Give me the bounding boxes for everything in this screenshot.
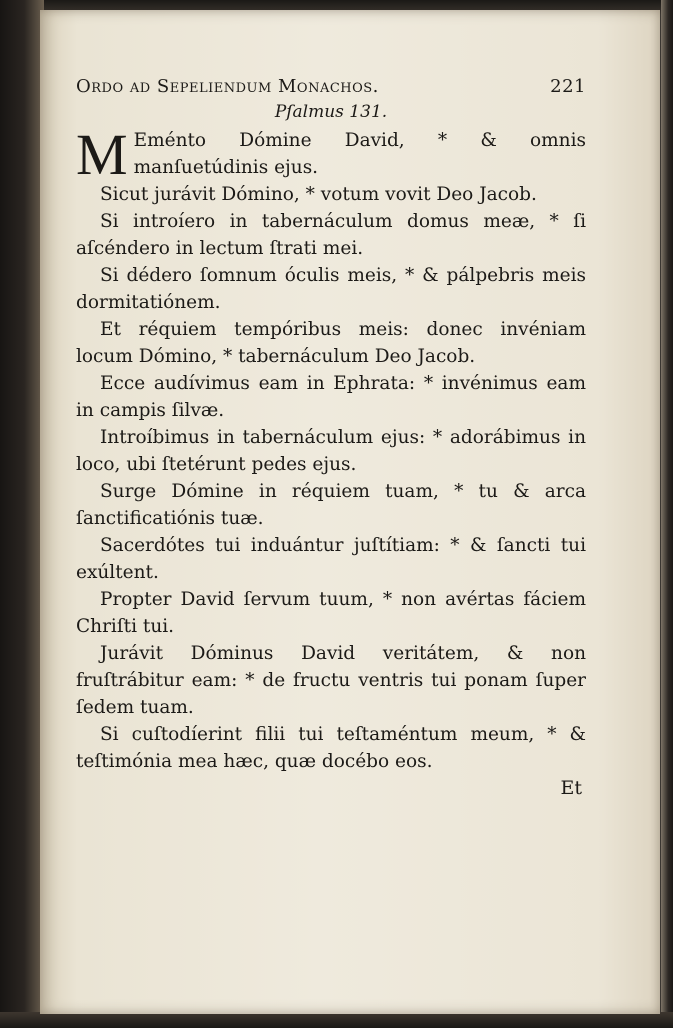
- psalm-verses: [76, 122, 586, 775]
- verse: Si dédero ſomnum óculis meis, * & pálpebris meis dormitatiónem.: [76, 265, 586, 313]
- running-head: [76, 76, 586, 100]
- scan-border-bottom: [0, 1012, 673, 1028]
- verse-text: Eménto Dómine David, * & omnis manſuetúdinis ejus.: [133, 130, 586, 178]
- book-gutter-shadow: [0, 0, 44, 1028]
- verse: Et réquiem tempóribus meis: donec invéniam locum Dómino, * tabernáculum Deo Jacob.: [76, 319, 586, 367]
- verse: Si introíero in tabernáculum domus meæ, * ſi aſcéndero in lectum ſtrati mei.: [76, 211, 586, 259]
- verse: Propter David ſervum tuum, * non avértas fáciem Chriſti tui.: [76, 589, 586, 637]
- running-head-title: Ordo ad Sepeliendum Monachos.: [76, 76, 379, 97]
- psalm-heading: Pſalmus 131.: [274, 102, 388, 122]
- verse: Jurávit Dóminus David veritátem, & non fruſtrábitur eam: * de fructu ventris tui ponam ſuper ſedem tuam.: [76, 643, 586, 718]
- verse: Ecce audívimus eam in Ephrata: * invénimus eam in campis ſilvæ.: [76, 373, 586, 421]
- text-block: [76, 76, 586, 799]
- verse: Sicut jurávit Dómino, * votum vovit Deo Jacob.: [100, 184, 537, 205]
- verse: Introíbimus in tabernáculum ejus: * adorábimus in loco, ubi ſtetérunt pedes ejus.: [76, 427, 586, 475]
- verse: Surge Dómine in réquiem tuam, * tu & arca ſanctificatiónis tuæ.: [76, 481, 586, 529]
- verse: Si cuſtodíerint filii tui teſtaméntum meum, * & teſtimónia mea hæc, quæ docébo eos.: [76, 724, 586, 772]
- catchword: Et: [560, 777, 582, 799]
- verse: [76, 122, 586, 187]
- drop-cap: M: [76, 122, 128, 187]
- verse: Sacerdótes tui induántur juſtítiam: * & ſancti tui exúltent.: [76, 535, 586, 583]
- page-number: 221: [550, 76, 586, 97]
- scan-border-right: [661, 0, 673, 1028]
- book-page: [40, 10, 660, 1014]
